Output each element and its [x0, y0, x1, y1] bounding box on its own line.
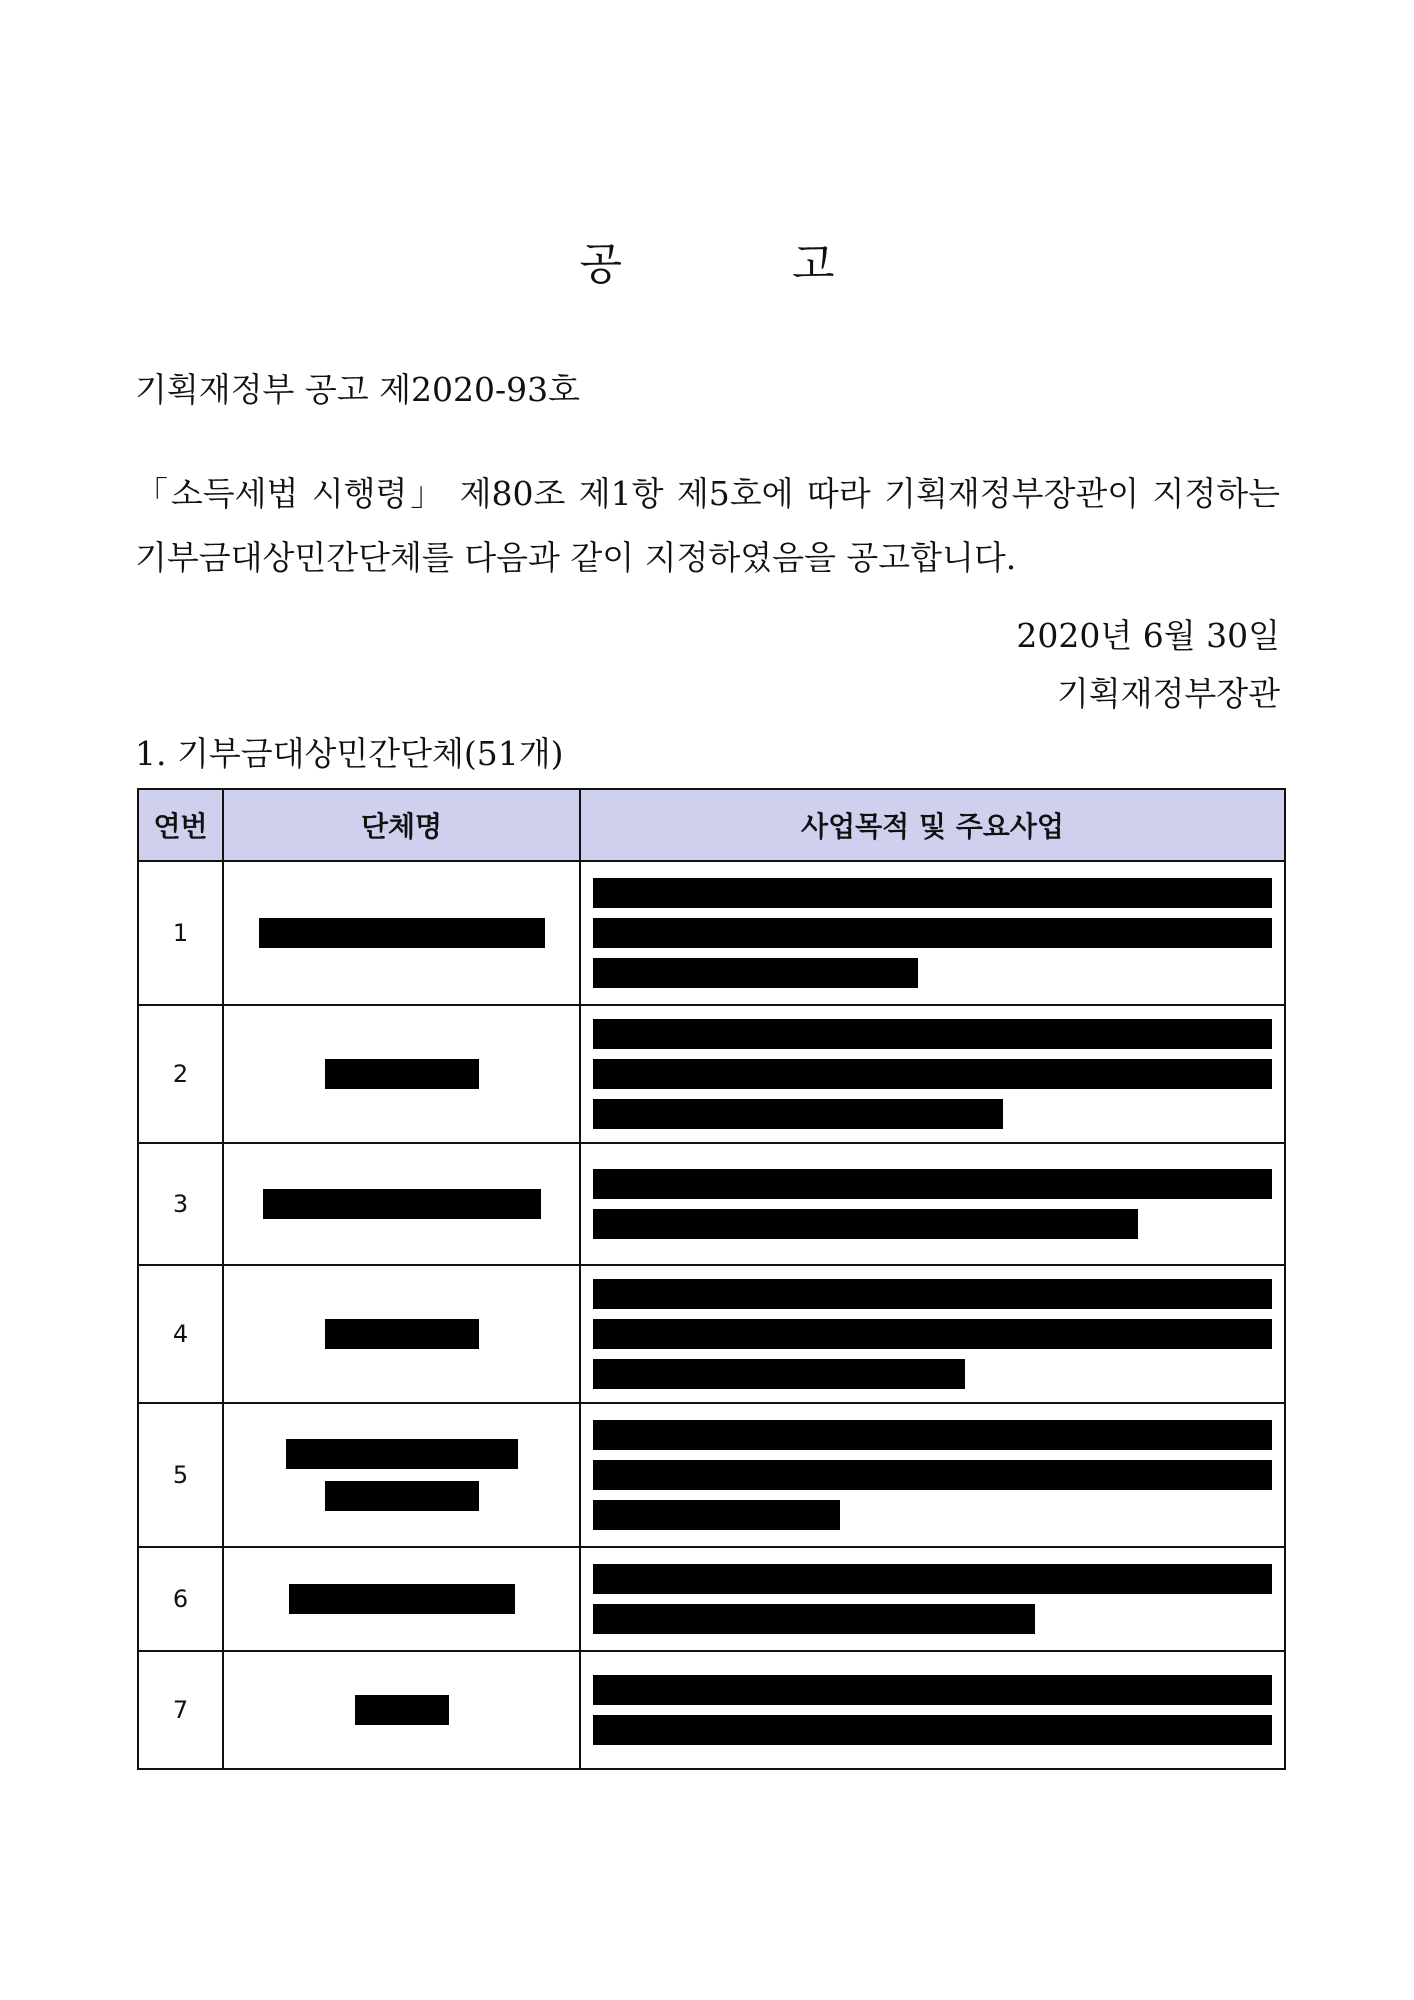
organization-name-cell — [223, 1651, 580, 1769]
table-row — [138, 861, 1285, 1005]
redacted-purpose-line — [593, 1169, 1272, 1199]
issue-date: 2020년 6월 30일 — [1016, 616, 1280, 655]
table-row — [138, 1403, 1285, 1547]
purpose-cell — [580, 861, 1285, 1005]
redacted-purpose-line — [593, 1500, 840, 1530]
redacted-purpose-line — [593, 1564, 1272, 1594]
row-number: 3 — [138, 1143, 223, 1265]
redacted-purpose-line — [593, 1019, 1272, 1049]
column-header-number: 연번 — [138, 789, 223, 861]
redacted-organization-name — [289, 1584, 515, 1614]
redacted-purpose-line — [593, 1279, 1272, 1309]
row-number: 2 — [138, 1005, 223, 1143]
redacted-purpose-line — [593, 1319, 1272, 1349]
redacted-purpose-line — [593, 1059, 1272, 1089]
notice-number: 기획재정부 공고 제2020-93호 — [135, 370, 581, 409]
redacted-organization-name — [325, 1059, 479, 1089]
redacted-organization-name — [259, 918, 545, 948]
redacted-purpose-line — [593, 1604, 1035, 1634]
organization-name-cell — [223, 1143, 580, 1265]
organization-name-cell — [223, 861, 580, 1005]
redacted-purpose-line — [593, 1460, 1272, 1490]
organization-name-cell — [223, 1265, 580, 1403]
row-number: 6 — [138, 1547, 223, 1651]
redacted-purpose-line — [593, 1209, 1138, 1239]
organization-name-cell — [223, 1547, 580, 1651]
row-number: 7 — [138, 1651, 223, 1769]
redacted-purpose-line — [593, 1715, 1272, 1745]
purpose-cell — [580, 1265, 1285, 1403]
redacted-organization-name — [263, 1189, 541, 1219]
issuer: 기획재정부장관 — [1056, 674, 1280, 713]
purpose-cell — [580, 1651, 1285, 1769]
notice-body-line-1: 「소득세법 시행령」 제80조 제1항 제5호에 따라 기획재정부장관이 지정하는 — [135, 474, 1280, 513]
table-row — [138, 1143, 1285, 1265]
table-row — [138, 1651, 1285, 1769]
page-title: 공 고 — [579, 239, 913, 290]
row-number: 1 — [138, 861, 223, 1005]
redacted-purpose-line — [593, 1359, 965, 1389]
redacted-purpose-line — [593, 1420, 1272, 1450]
redacted-purpose-line — [593, 1099, 1003, 1129]
redacted-purpose-line — [593, 878, 1272, 908]
redacted-purpose-line — [593, 918, 1272, 948]
redacted-organization-name — [325, 1481, 479, 1511]
column-header-name: 단체명 — [223, 789, 580, 861]
row-number: 5 — [138, 1403, 223, 1547]
column-header-purpose: 사업목적 및 주요사업 — [580, 789, 1285, 861]
table-header-row — [138, 789, 1285, 861]
purpose-cell — [580, 1547, 1285, 1651]
redacted-organization-name — [286, 1439, 518, 1469]
redacted-purpose-line — [593, 1675, 1272, 1705]
redacted-organization-name — [325, 1319, 479, 1349]
redacted-purpose-line — [593, 958, 918, 988]
notice-body — [135, 462, 1280, 590]
row-number: 4 — [138, 1265, 223, 1403]
section-heading: 1. 기부금대상민간단체(51개) — [135, 734, 564, 773]
purpose-cell — [580, 1403, 1285, 1547]
table-row — [138, 1265, 1285, 1403]
organization-name-cell — [223, 1403, 580, 1547]
organization-table — [137, 788, 1286, 1770]
redacted-organization-name — [355, 1695, 449, 1725]
purpose-cell — [580, 1143, 1285, 1265]
notice-body-line-2: 기부금대상민간단체를 다음과 같이 지정하였음을 공고합니다. — [135, 538, 1017, 577]
purpose-cell — [580, 1005, 1285, 1143]
organization-name-cell — [223, 1005, 580, 1143]
table-row — [138, 1005, 1285, 1143]
table-row — [138, 1547, 1285, 1651]
